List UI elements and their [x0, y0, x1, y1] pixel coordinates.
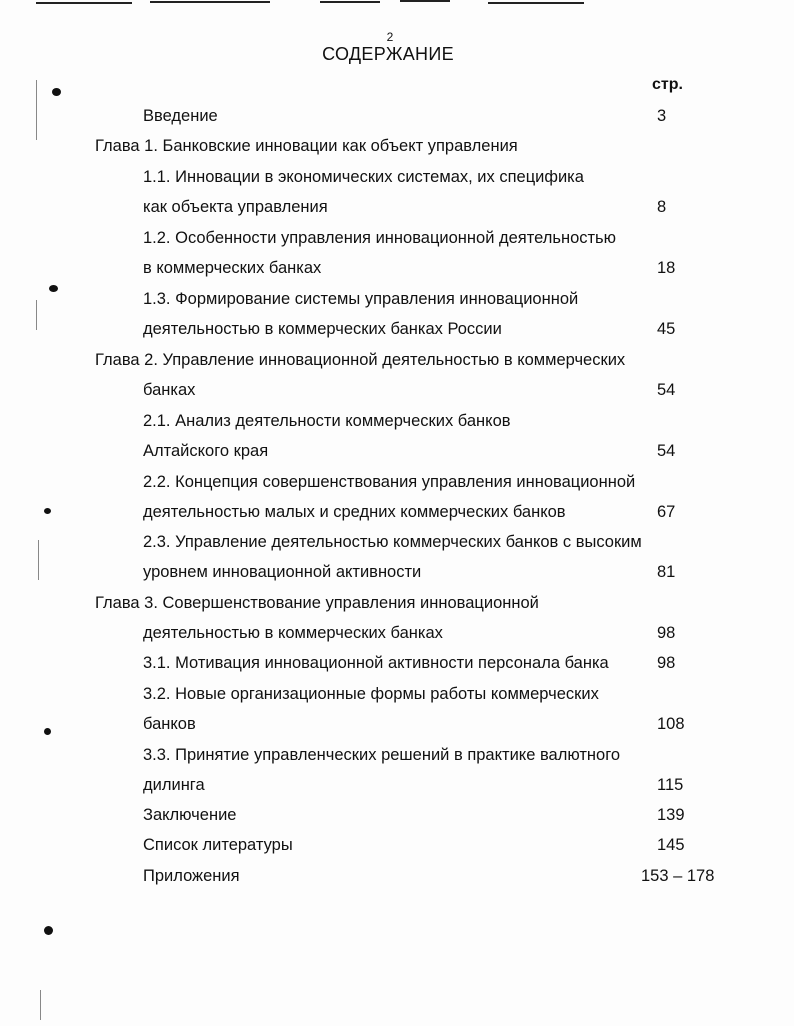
toc-page-number: 115	[657, 776, 684, 794]
toc-page-number: 139	[657, 806, 685, 824]
toc-page-number: 108	[657, 715, 685, 733]
toc-section-3-1: 3.1. Мотивация инновационной активности персонала банка	[143, 654, 609, 672]
binding-hole-mark	[52, 88, 61, 96]
toc-section-2-2: 2.2. Концепция совершенствования управления инновационной	[143, 473, 636, 491]
toc-page-number: 18	[657, 259, 676, 277]
margin-scan-line	[36, 300, 37, 330]
toc-section-2-1: 2.1. Анализ деятельности коммерческих банков	[143, 412, 511, 430]
toc-page-number: 8	[657, 198, 667, 216]
toc-page-number: 54	[657, 442, 676, 460]
binding-hole-mark	[44, 728, 51, 735]
margin-scan-line	[40, 990, 41, 1020]
toc-chapter-1: Глава 1. Банковские инновации как объект управления	[95, 137, 518, 155]
scan-edge-mark	[488, 2, 584, 4]
page-column-label: стр.	[652, 76, 683, 93]
toc-page-number: 145	[657, 836, 685, 854]
toc-page-number: 98	[657, 624, 676, 642]
toc-entry-introduction: Введение	[143, 107, 218, 125]
toc-section-1-1-cont: как объекта управления	[143, 198, 328, 216]
page-number: 2	[386, 30, 394, 44]
binding-hole-mark	[49, 285, 58, 292]
binding-hole-mark	[44, 926, 53, 935]
toc-page-number: 45	[657, 320, 676, 338]
toc-section-2-3: 2.3. Управление деятельностью коммерческих банков с высоким	[143, 533, 642, 551]
toc-section-3-3: 3.3. Принятие управленческих решений в практике валютного	[143, 746, 621, 764]
toc-page-number: 98	[657, 654, 676, 672]
page-title: СОДЕРЖАНИЕ	[322, 44, 454, 64]
scan-edge-mark	[150, 1, 270, 3]
scan-edge-mark	[36, 2, 132, 4]
toc-section-2-3-cont: уровнем инновационной активности	[143, 563, 422, 581]
toc-section-3-3-cont: дилинга	[143, 776, 205, 794]
toc-chapter-2-cont: банках	[143, 381, 196, 399]
toc-page-number: 81	[657, 563, 676, 581]
toc-section-3-2: 3.2. Новые организационные формы работы коммерческих	[143, 685, 599, 703]
toc-section-1-3: 1.3. Формирование системы управления инновационной	[143, 290, 579, 308]
toc-entry-bibliography: Список литературы	[143, 836, 293, 854]
toc-section-1-3-cont: деятельностью в коммерческих банках России	[143, 320, 502, 338]
toc-section-2-2-cont: деятельностью малых и средних коммерческих банков	[143, 503, 566, 521]
toc-chapter-3-cont: деятельностью в коммерческих банках	[143, 624, 443, 642]
toc-chapter-3: Глава 3. Совершенствование управления инновационной	[95, 594, 539, 612]
toc-chapter-2: Глава 2. Управление инновационной деятельностью в коммерческих	[95, 351, 626, 369]
toc-page-range: 153 – 178	[641, 867, 715, 885]
scan-edge-mark	[400, 0, 450, 2]
toc-section-1-1: 1.1. Инновации в экономических системах, их специфика	[143, 168, 584, 186]
margin-scan-line	[36, 80, 37, 140]
toc-section-3-2-cont: банков	[143, 715, 196, 733]
toc-page-number: 3	[657, 107, 667, 125]
toc-section-2-1-cont: Алтайского края	[143, 442, 269, 460]
toc-page-number: 54	[657, 381, 676, 399]
binding-hole-mark	[44, 508, 51, 514]
toc-section-1-2-cont: в коммерческих банках	[143, 259, 322, 277]
toc-section-1-2: 1.2. Особенности управления инновационной деятельностью	[143, 229, 617, 247]
toc-page-number: 67	[657, 503, 676, 521]
margin-scan-line	[38, 540, 39, 580]
scan-edge-mark	[320, 1, 380, 3]
toc-entry-appendices: Приложения	[143, 867, 240, 885]
toc-entry-conclusion: Заключение	[143, 806, 237, 824]
